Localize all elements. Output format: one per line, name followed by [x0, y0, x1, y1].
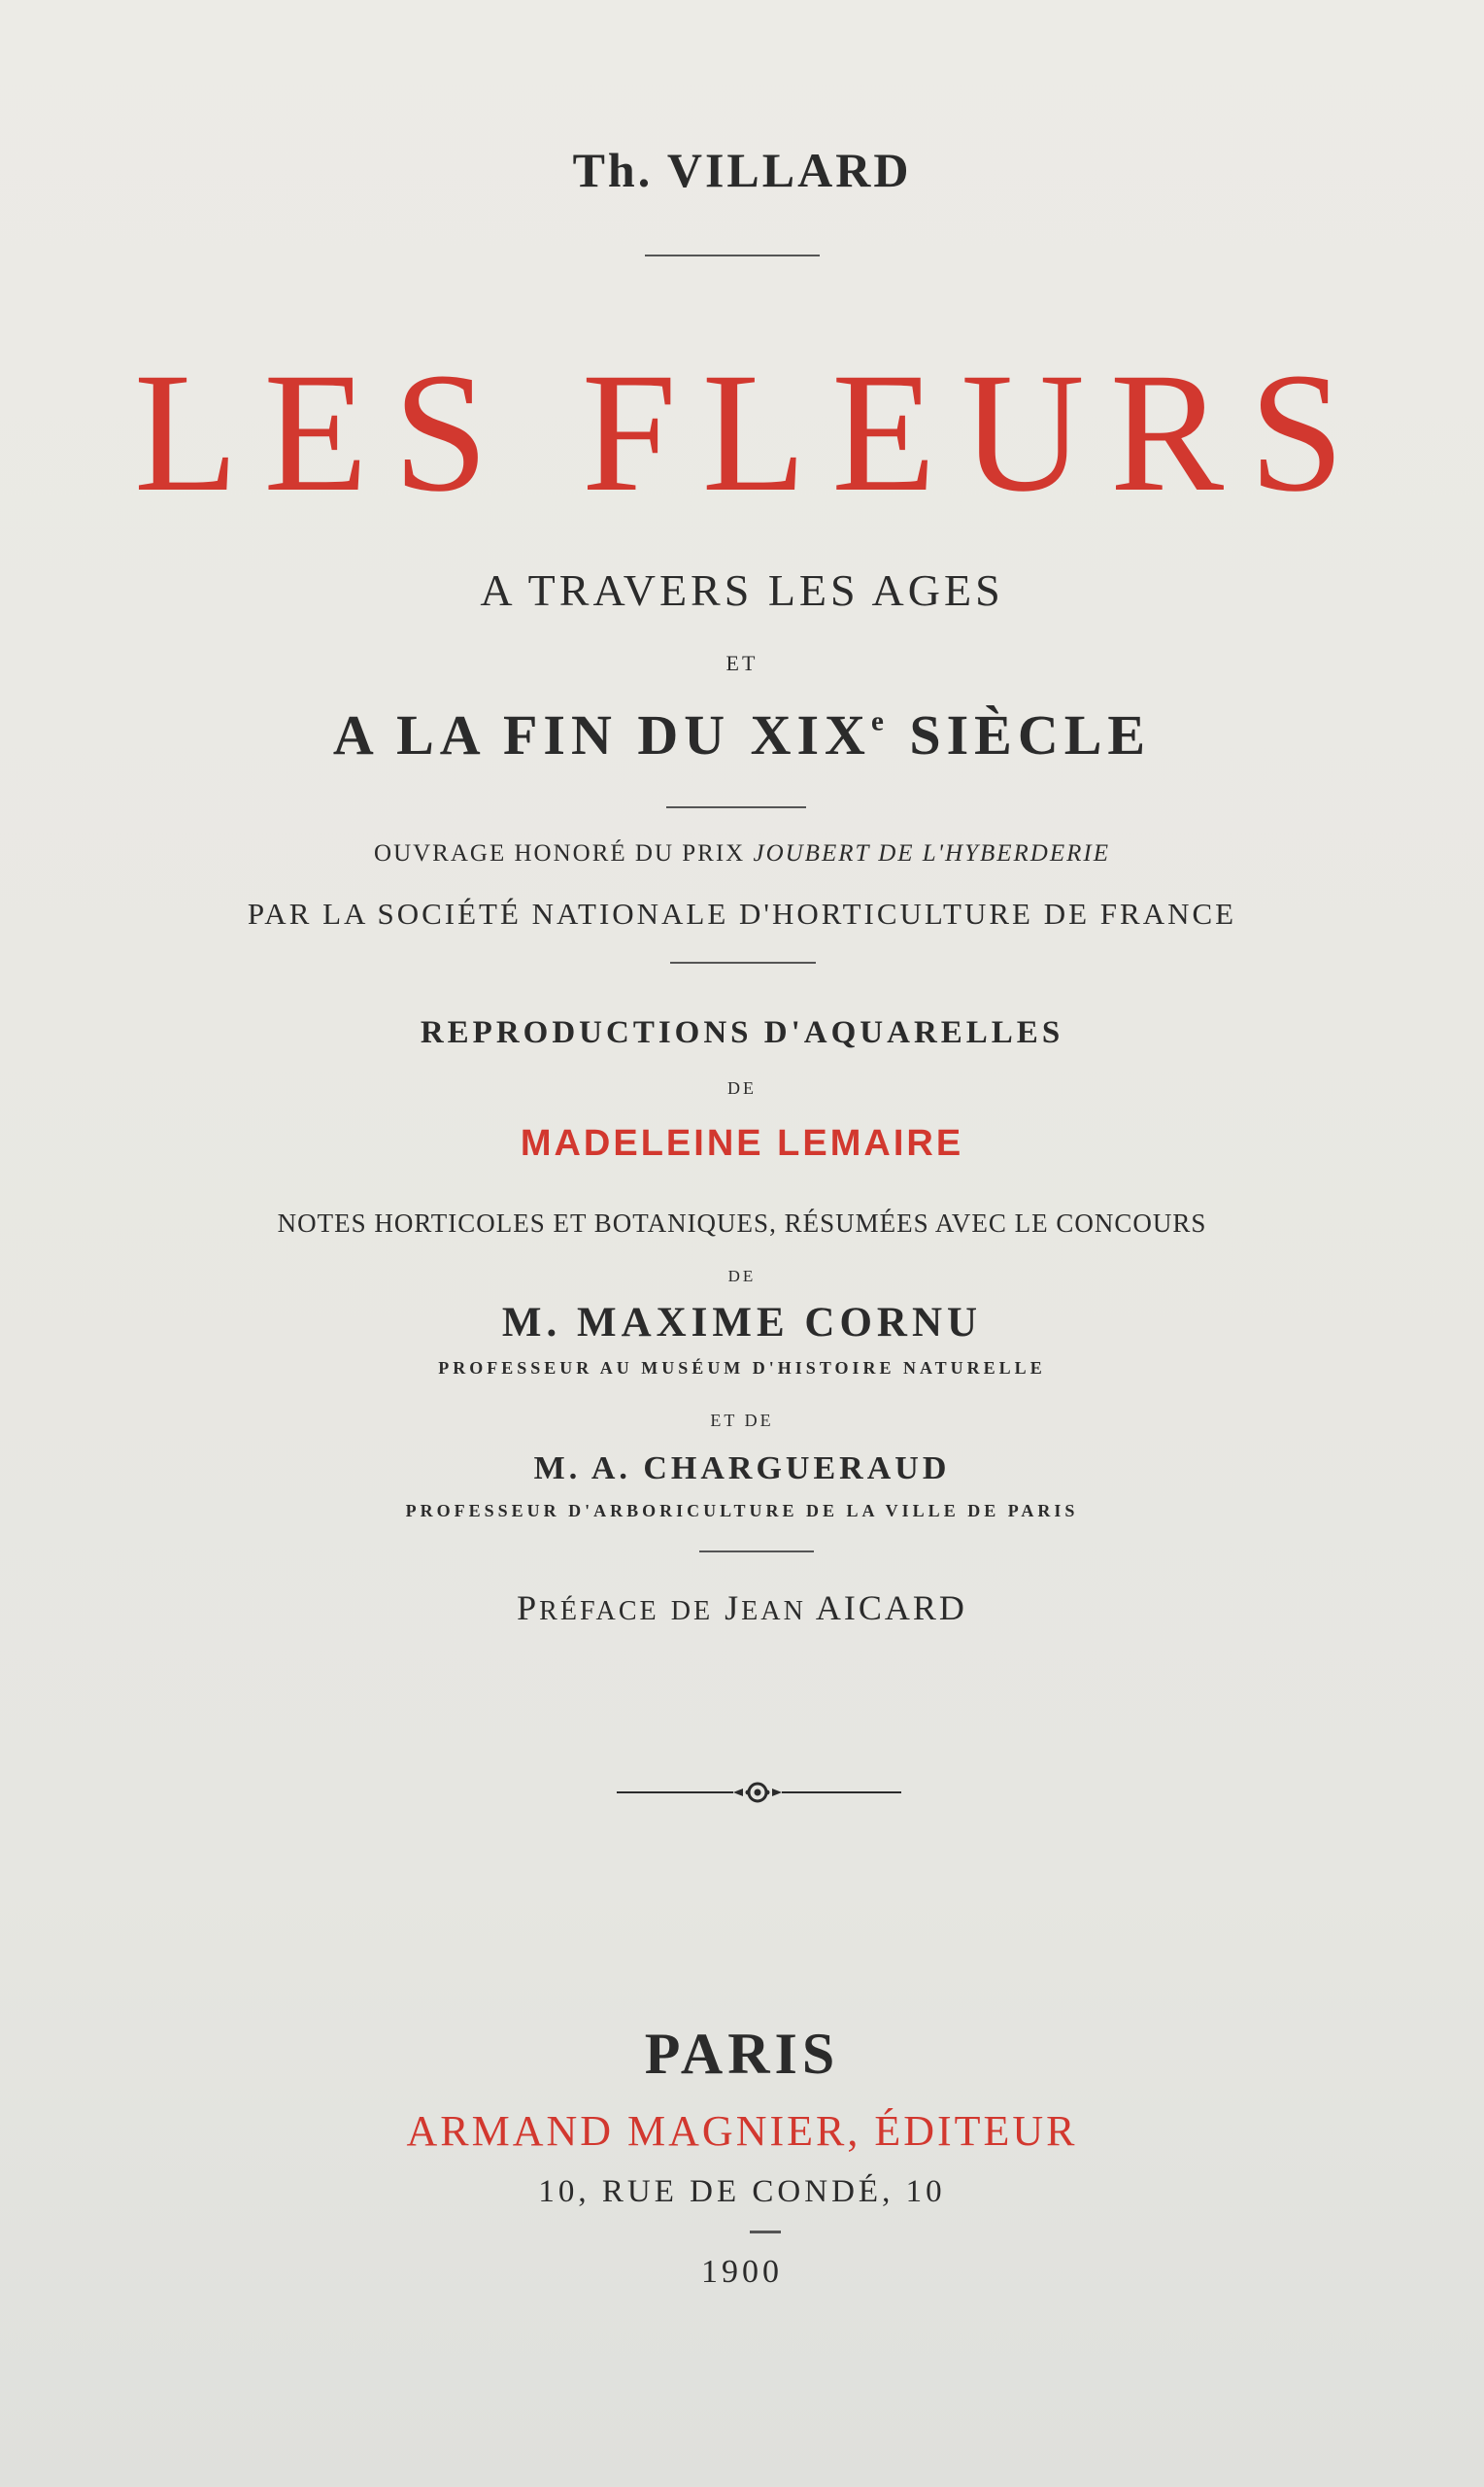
author-prefix: Th. [572, 143, 654, 197]
rule-2 [666, 806, 806, 808]
contributor-1-name: M. MAXIME CORNU [501, 1300, 983, 1346]
et-de: ET DE [710, 1411, 774, 1430]
book-title: LES FLEURS [133, 338, 1370, 528]
award-line-1 [0, 841, 1484, 866]
author-line [0, 143, 1484, 197]
artist-name: MADELEINE LEMAIRE [520, 1123, 964, 1164]
contributor-2-name: M. A. CHARGUERAUD [533, 1450, 951, 1486]
rule-3 [670, 962, 816, 964]
notes-line: NOTES HORTICOLES ET BOTANIQUES, RÉSUMÉES AVEC LE CONCOURS [277, 1209, 1207, 1238]
award-prize: JOUBERT DE L'HYBERDERIE [753, 840, 1110, 867]
preface-de: DE [670, 1596, 714, 1626]
imprint-address: 10, RUE DE CONDÉ, 10 [538, 2174, 946, 2209]
contributor-2-title: PROFESSEUR D'ARBORICULTURE DE LA VILLE DE PARIS [405, 1501, 1079, 1520]
rule-4 [699, 1550, 814, 1552]
rule-1 [645, 255, 820, 256]
author-name: VILLARD [666, 143, 912, 197]
subtitle-siecle: SIÈCLE [889, 703, 1152, 767]
award-prefix: OUVRAGE HONORÉ DU PRIX [374, 840, 754, 867]
imprint-publisher: ARMAND MAGNIER, ÉDITEUR [406, 2107, 1078, 2155]
preface-refa: RÉFACE [539, 1596, 659, 1626]
subtitle-conj: ET [725, 651, 759, 675]
subtitle-line-1: A TRAVERS LES AGES [480, 565, 1004, 615]
illustrations-de: DE [727, 1078, 757, 1098]
preface-p: P [517, 1588, 540, 1627]
award-line-2: PAR LA SOCIÉTÉ NATIONALE D'HORTICULTURE DE FRANCE [247, 897, 1237, 931]
ornament-divider [612, 1776, 903, 1809]
rule-5 [750, 2231, 781, 2233]
preface-surname: AICARD [815, 1588, 967, 1627]
subtitle-century: A LA FIN DU XIX [332, 703, 871, 767]
contributor-1-title: PROFESSEUR AU MUSÉUM D'HISTOIRE NATURELLE [438, 1358, 1046, 1378]
imprint-year: 1900 [701, 2254, 783, 2290]
preface-line [0, 1590, 1484, 1625]
notes-de: DE [727, 1267, 757, 1285]
imprint-city: PARIS [644, 2022, 840, 2086]
subtitle-line-2 [0, 703, 1484, 767]
illustrations-line: REPRODUCTIONS D'AQUARELLES [420, 1015, 1064, 1050]
preface-ean: EAN [741, 1596, 806, 1626]
subtitle-superscript: e [870, 705, 890, 737]
preface-j: J [725, 1588, 742, 1627]
